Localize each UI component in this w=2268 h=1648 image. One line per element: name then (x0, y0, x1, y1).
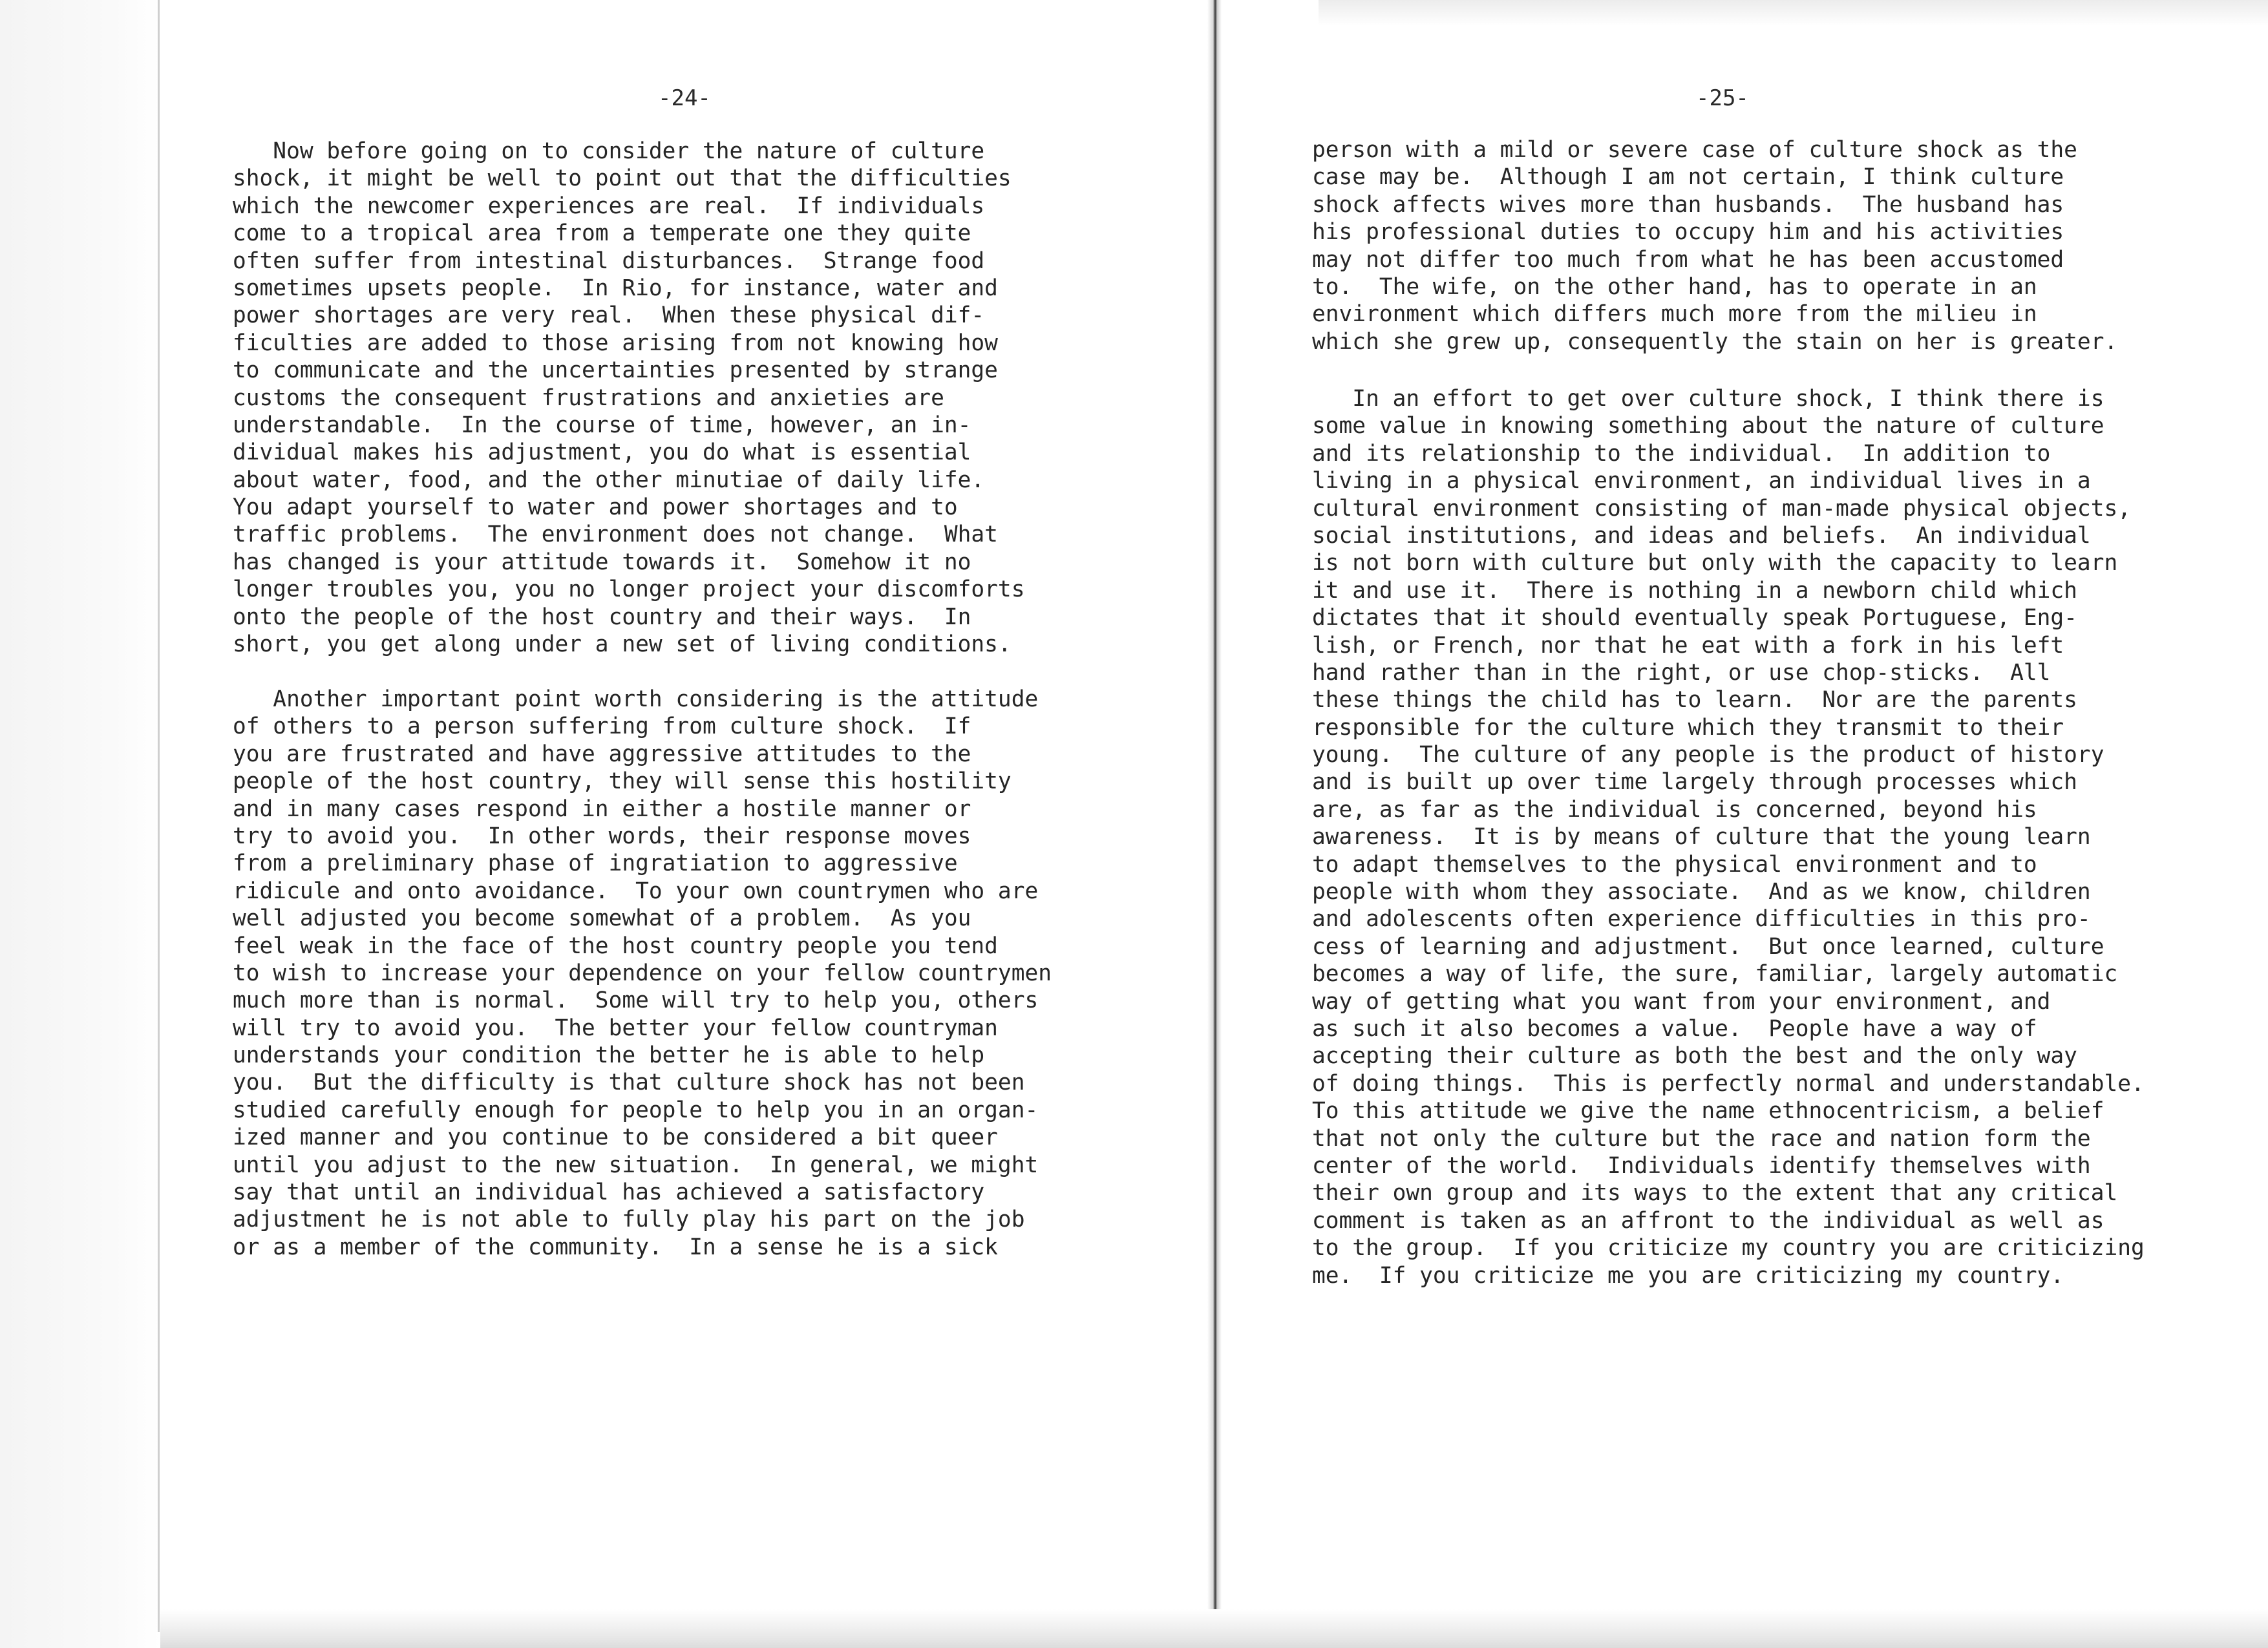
paragraph (233, 686, 1052, 1261)
text-line: accepting their culture as both the best and the only way (1312, 1043, 2077, 1070)
page-number: -24- (658, 85, 711, 111)
page-edge-shadow (0, 0, 160, 1648)
text-line: ridicule and onto avoidance. To your own countrymen who are (233, 878, 1039, 904)
text-line: say that until an individual has achieved a satisfactory (233, 1179, 985, 1206)
text-line: dictates that it should eventually speak Portuguese, Eng- (1312, 605, 2077, 631)
text-line: as such it also becomes a value. People have a way of (1312, 1015, 2037, 1042)
paragraph (233, 138, 1024, 658)
text-line: his professional duties to occupy him and his activities (1312, 219, 2064, 246)
text-line: their own group and its ways to the extent that any critical (1312, 1180, 2118, 1207)
text-line: Another important point worth considering is the attitude (233, 686, 1039, 712)
text-line: awareness. It is by means of culture that the young learn (1312, 824, 2091, 850)
text-line: you. But the difficulty is that culture shock has not been (233, 1070, 1025, 1096)
text-line: which the newcomer experiences are real. If individuals (233, 193, 985, 219)
text-line: until you adjust to the new situation. In general, we might (233, 1152, 1039, 1178)
text-line: and its relationship to the individual. In addition to (1312, 440, 2051, 467)
text-line: will try to avoid you. The better your fellow countryman (233, 1015, 998, 1041)
text-line: ized manner and you continue to be considered a bit queer (233, 1125, 998, 1151)
text-line: much more than is normal. Some will try to help you, others (233, 988, 1039, 1014)
text-line: short, you get along under a new set of living conditions. (233, 631, 1012, 658)
text-line: responsible for the culture which they transmit to their (1312, 714, 2064, 741)
text-line: these things the child has to learn. Nor are the parents (1312, 687, 2077, 713)
book-gutter (1207, 0, 1222, 1648)
text-line: ficulties are added to those arising from not knowing how (233, 330, 998, 356)
text-line: In an effort to get over culture shock, I think there is (1312, 386, 2104, 412)
text-line: To this attitude we give the name ethnocentricism, a belief (1312, 1098, 2104, 1125)
text-line: social institutions, and ideas and beliefs. An individual (1312, 522, 2091, 549)
page-edge-line (158, 0, 160, 1632)
text-line: try to avoid you. In other words, their response moves (233, 823, 971, 849)
text-line: young. The culture of any people is the product of history (1312, 742, 2104, 768)
text-line: Now before going on to consider the nature of culture (233, 138, 985, 164)
text-line: to the group. If you criticize my country you are criticizing (1312, 1235, 2145, 1262)
text-line: environment which differs much more from the milieu in (1312, 301, 2037, 328)
text-line: people of the host country, they will sense this hostility (233, 768, 1012, 795)
text-line: customs the consequent frustrations and anxieties are (233, 385, 944, 411)
text-line: comment is taken as an affront to the individual as well as (1312, 1207, 2104, 1234)
text-line: you are frustrated and have aggressive attitudes to the (233, 741, 971, 767)
text-line: me. If you criticize me you are criticizing my country. (1312, 1262, 2064, 1289)
text-line: come to a tropical area from a temperate one they quite (233, 220, 971, 247)
text-line: about water, food, and the other minutiae of daily life. (233, 467, 985, 493)
text-line: has changed is your attitude towards it. Somehow it no (233, 549, 971, 575)
text-line: shock affects wives more than husbands. The husband has (1312, 191, 2064, 218)
text-line: adjustment he is not able to fully play his part on the job (233, 1207, 1025, 1233)
text-line: of doing things. This is perfectly normal and understandable. (1312, 1070, 2145, 1097)
text-line: some value in knowing something about the nature of culture (1312, 413, 2104, 439)
text-line: onto the people of the host country and their ways. In (233, 604, 971, 630)
text-line: or as a member of the community. In a sense he is a sick (233, 1234, 998, 1260)
text-line: well adjusted you become somewhat of a problem. As you (233, 905, 971, 932)
text-line: cultural environment consisting of man-made physical objects, (1312, 495, 2132, 522)
text-line: to adapt themselves to the physical environment and to (1312, 851, 2037, 878)
text-line: way of getting what you want from your environment, and (1312, 988, 2051, 1015)
text-line: and adolescents often experience difficulties in this pro- (1312, 906, 2091, 933)
text-line: case may be. Although I am not certain, I think culture (1312, 164, 2064, 191)
text-line: understandable. In the course of time, however, an in- (233, 412, 971, 438)
text-line: longer troubles you, you no longer project your discomforts (233, 576, 1025, 603)
text-line: dividual makes his adjustment, you do what is essential (233, 439, 971, 466)
paragraph (1312, 136, 2117, 355)
text-line: understands your condition the better he is able to help (233, 1042, 985, 1069)
text-line: You adapt yourself to water and power shortages and to (233, 494, 958, 521)
text-line: often suffer from intestinal disturbances. Strange food (233, 248, 985, 274)
text-line: feel weak in the face of the host country people you tend (233, 933, 998, 959)
text-line: is not born with culture but only with the capacity to learn (1312, 550, 2118, 576)
text-line: and is built up over time largely through processes which (1312, 769, 2077, 796)
text-line: to communicate and the uncertainties presented by strange (233, 357, 998, 384)
text-line: from a preliminary phase of ingratiation to aggressive (233, 850, 958, 877)
text-line: which she grew up, consequently the stain on her is greater. (1312, 328, 2118, 355)
text-line: are, as far as the individual is concerned, beyond his (1312, 796, 2037, 823)
text-line: living in a physical environment, an individual lives in a (1312, 468, 2091, 494)
text-line: shock, it might be well to point out that the difficulties (233, 165, 1012, 192)
text-line: center of the world. Individuals identify themselves with (1312, 1152, 2091, 1179)
right-page (1312, 0, 2262, 1648)
text-line: it and use it. There is nothing in a newborn child which (1312, 577, 2077, 604)
text-line: studied carefully enough for people to help you in an organ- (233, 1097, 1039, 1123)
text-line: to wish to increase your dependence on your fellow countrymen (233, 960, 1052, 986)
text-line: traffic problems. The environment does not change. What (233, 522, 998, 548)
text-line: power shortages are very real. When these physical dif- (233, 302, 985, 329)
text-line: people with whom they associate. And as we know, children (1312, 879, 2091, 905)
text-line: lish, or French, nor that he eat with a fork in his left (1312, 632, 2064, 659)
page-number: -25- (1696, 85, 1749, 111)
text-line: may not differ too much from what he has been accustomed (1312, 246, 2064, 273)
text-line: to. The wife, on the other hand, has to operate in an (1312, 273, 2037, 300)
left-page (233, 0, 1189, 1648)
text-line: becomes a way of life, the sure, familiar, largely automatic (1312, 961, 2118, 988)
text-line: hand rather than in the right, or use chop-sticks. All (1312, 659, 2051, 686)
text-line: of others to a person suffering from culture shock. If (233, 713, 971, 740)
text-line: person with a mild or severe case of culture shock as the (1312, 137, 2077, 163)
text-line: that not only the culture but the race and nation form the (1312, 1125, 2091, 1152)
text-line: sometimes upsets people. In Rio, for instance, water and (233, 275, 998, 301)
text-line: cess of learning and adjustment. But once learned, culture (1312, 933, 2104, 960)
text-line: and in many cases respond in either a hostile manner or (233, 796, 971, 822)
paragraph (1312, 385, 2145, 1289)
